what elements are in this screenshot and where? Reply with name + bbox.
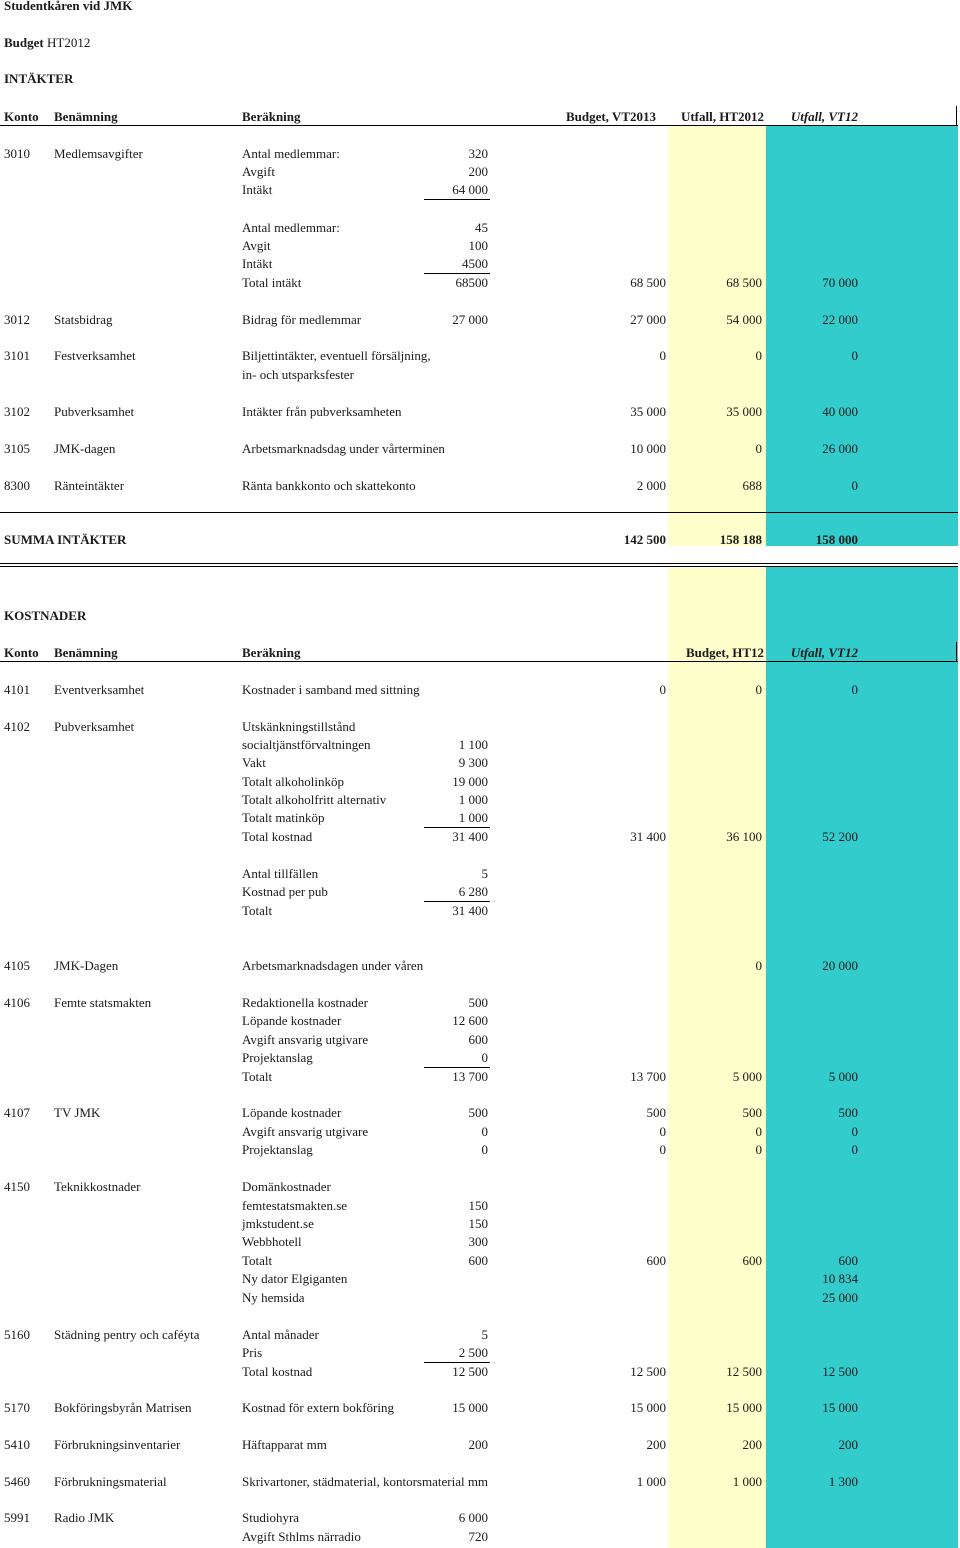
calculation-amount: 100: [468, 238, 488, 253]
calculation-label: Löpande kostnader: [242, 1105, 342, 1120]
budget-value: 1 000: [636, 1474, 666, 1489]
account-number: 5170: [4, 1400, 30, 1415]
total-income-utfall-ht: 158 188: [719, 532, 762, 547]
calculation-label: Totalt: [242, 1253, 273, 1268]
calculation-label: Totalt alkoholfritt alternativ: [242, 792, 387, 807]
account-number: 5991: [4, 1510, 30, 1525]
outcome-value: 68 500: [726, 275, 762, 290]
calculation-label: Arbetsmarknadsdagen under våren: [242, 958, 424, 973]
outcome-value-previous: 12 500: [822, 1364, 858, 1379]
outcome-value-previous: 5 000: [828, 1069, 858, 1084]
total-rule: [0, 512, 958, 513]
calculation-amount: 600: [468, 1032, 488, 1047]
account-number: 3012: [4, 312, 30, 327]
header-berakning: Beräkning: [242, 109, 301, 124]
account-number: 3105: [4, 441, 30, 456]
calculation-label: Avgit: [242, 238, 271, 253]
outcome-value-previous: 40 000: [822, 404, 858, 419]
calculation-label: Bidrag för medlemmar: [242, 312, 362, 327]
total-income-label: SUMMA INTÄKTER: [4, 532, 127, 547]
calculation-amount: 64 000: [452, 182, 488, 197]
outcome-value: 15 000: [726, 1400, 762, 1415]
account-number: 4105: [4, 958, 30, 973]
organization-title: Studentkåren vid JMK: [4, 0, 133, 13]
calculation-label: jmkstudent.se: [242, 1216, 314, 1231]
calculation-amount: 1 100: [458, 737, 488, 752]
budget-value: 600: [646, 1253, 666, 1268]
calculation-label: Biljettintäkter, eventuell försäljning,: [242, 348, 431, 363]
account-number: 4150: [4, 1179, 30, 1194]
account-name: Statsbidrag: [54, 312, 113, 327]
header-benamning: Benämning: [54, 645, 118, 660]
section-double-rule: [0, 563, 958, 564]
calculation-amount: 9 300: [458, 755, 488, 770]
outcome-value-previous: 1 300: [828, 1474, 858, 1489]
calculation-amount: 5: [481, 1327, 488, 1342]
calculation-label: Antal medlemmar:: [242, 220, 340, 235]
account-number: 8300: [4, 478, 30, 493]
outcome-value: 35 000: [726, 404, 762, 419]
outcome-value-previous: 600: [838, 1253, 858, 1268]
calculation-label: Totalt matinköp: [242, 810, 325, 825]
budget-value: 0: [659, 1142, 666, 1157]
section-title-income: INTÄKTER: [4, 71, 74, 86]
calculation-amount: 1 000: [458, 792, 488, 807]
calculation-label: Intäkter från pubverksamheten: [242, 404, 402, 419]
outcome-value-previous: 500: [838, 1105, 858, 1120]
calculation-label: Pris: [242, 1345, 263, 1360]
outcome-value-previous: 0: [851, 682, 858, 697]
header-utfall-ht: Utfall, HT2012: [680, 109, 764, 124]
calculation-label: Projektanslag: [242, 1050, 313, 1065]
budget-value: 0: [659, 348, 666, 363]
outcome-value-previous: 200: [838, 1437, 858, 1452]
header-benamning: Benämning: [54, 109, 118, 124]
account-name: Förbrukningsmaterial: [54, 1474, 167, 1489]
account-name: Ränteintäkter: [54, 478, 125, 493]
calculation-amount: 31 400: [452, 903, 488, 918]
calculation-amount: 6 280: [458, 884, 488, 899]
header-utfall-vt: Utfall, VT12: [790, 109, 858, 124]
calculation-label: Totalt alkoholinköp: [242, 774, 344, 789]
outcome-value: 1 000: [732, 1474, 762, 1489]
calculation-label: Webbhotell: [242, 1234, 302, 1249]
account-name: Eventverksamhet: [54, 682, 145, 697]
calculation-label: Vakt: [242, 755, 266, 770]
outcome-value: 0: [755, 441, 762, 456]
subtotal-underline: [424, 1067, 490, 1068]
budget-label: Budget: [4, 35, 44, 50]
calculation-label: Utskänkningstillstånd: [242, 719, 356, 734]
outcome-value: 54 000: [726, 312, 762, 327]
outcome-value: 0: [755, 1124, 762, 1139]
header-konto: Konto: [4, 645, 39, 660]
header-utfall: Utfall, VT12: [790, 645, 858, 660]
outcome-value: 12 500: [726, 1364, 762, 1379]
header-budget: Budget, VT2013: [565, 109, 656, 124]
account-name: Festverksamhet: [54, 348, 136, 363]
header-rule: [0, 125, 958, 126]
outcome-value-previous: 20 000: [822, 958, 858, 973]
section-title-costs: KOSTNADER: [4, 608, 87, 623]
outcome-value: 0: [755, 1142, 762, 1157]
budget-value: 15 000: [630, 1400, 666, 1415]
calculation-label: Avgift ansvarig utgivare: [242, 1124, 369, 1139]
account-name: Femte statsmakten: [54, 995, 152, 1010]
calculation-label: Totalt: [242, 903, 273, 918]
calculation-label: Antal månader: [242, 1327, 319, 1342]
outcome-value: 500: [742, 1105, 762, 1120]
subtotal-underline: [424, 273, 490, 274]
account-number: 4107: [4, 1105, 30, 1120]
budget-value: 27 000: [630, 312, 666, 327]
account-number: 3102: [4, 404, 30, 419]
budget-value: 12 500: [630, 1364, 666, 1379]
right-border: [956, 642, 957, 662]
header-rule: [0, 661, 958, 662]
calculation-amount: 300: [468, 1234, 488, 1249]
calculation-amount: 720: [468, 1529, 488, 1544]
calculation-amount: 150: [468, 1216, 488, 1231]
outcome-value: 688: [742, 478, 762, 493]
outcome-value-previous: 26 000: [822, 441, 858, 456]
account-number: 5410: [4, 1437, 30, 1452]
account-name: Bokföringsbyrån Matrisen: [54, 1400, 192, 1415]
calculation-amount: 68500: [455, 275, 488, 290]
calculation-label: Avgift: [242, 164, 275, 179]
budget-period: HT2012: [46, 35, 91, 50]
calculation-label: Total intäkt: [242, 275, 302, 290]
calculation-label: Total kostnad: [242, 829, 313, 844]
outcome-value: 5 000: [732, 1069, 762, 1084]
outcome-value: 36 100: [726, 829, 762, 844]
outcome-value-previous: 70 000: [822, 275, 858, 290]
outcome-value-previous: 22 000: [822, 312, 858, 327]
calculation-label: Häftapparat mm: [242, 1437, 327, 1452]
calculation-amount: 150: [468, 1198, 488, 1213]
account-name: Teknikkostnader: [54, 1179, 141, 1194]
calculation-amount: 0: [481, 1142, 488, 1157]
account-name: Pubverksamhet: [54, 719, 135, 734]
calculation-label: Löpande kostnader: [242, 1013, 342, 1028]
budget-value: 0: [659, 682, 666, 697]
calculation-label: Arbetsmarknadsdag under vårterminen: [242, 441, 445, 456]
calculation-label: Domänkostnader: [242, 1179, 331, 1194]
calculation-label: Ränta bankkonto och skattekonto: [242, 478, 416, 493]
account-name: Medlemsavgifter: [54, 146, 143, 161]
calculation-amount: 13 700: [452, 1069, 488, 1084]
calculation-amount: 12 500: [452, 1364, 488, 1379]
calculation-label: in- och utsparksfester: [242, 367, 354, 382]
calculation-label: Studiohyra: [242, 1510, 300, 1525]
outcome-value-previous: 0: [851, 1142, 858, 1157]
calculation-amount: 19 000: [452, 774, 488, 789]
total-income-utfall-vt: 158 000: [815, 532, 858, 547]
calculation-amount: 600: [468, 1253, 488, 1268]
calculation-amount: 0: [481, 1124, 488, 1139]
budget-value: 68 500: [630, 275, 666, 290]
subtotal-underline: [424, 1362, 490, 1363]
account-name: Förbrukningsinventarier: [54, 1437, 181, 1452]
calculation-amount: 27 000: [452, 312, 488, 327]
header-budget: Budget, HT12: [685, 645, 764, 660]
budget-value: 35 000: [630, 404, 666, 419]
budget-value: 500: [646, 1105, 666, 1120]
header-konto: Konto: [4, 109, 39, 124]
calculation-label: Antal medlemmar:: [242, 146, 340, 161]
outcome-value: 0: [755, 682, 762, 697]
calculation-label: Intäkt: [242, 182, 273, 197]
calculation-amount: 200: [468, 1437, 488, 1452]
budget-value: 13 700: [630, 1069, 666, 1084]
calculation-amount: 0: [481, 1050, 488, 1065]
budget-value: 31 400: [630, 829, 666, 844]
calculation-label: Kostnad per pub: [242, 884, 328, 899]
calculation-label: Kostnad för extern bokföring: [242, 1400, 394, 1415]
calculation-amount: 5: [481, 866, 488, 881]
calculation-label: Antal tillfällen: [242, 866, 319, 881]
outcome-value-previous: 15 000: [822, 1400, 858, 1415]
outcome-value-previous: 10 834: [822, 1271, 858, 1286]
calculation-label: Totalt: [242, 1069, 273, 1084]
outcome-value-previous: 0: [851, 348, 858, 363]
calculation-amount: 4500: [462, 256, 488, 271]
calculation-label: Avgift ansvarig utgivare: [242, 1032, 369, 1047]
calculation-amount: 1 000: [458, 810, 488, 825]
account-number: 5460: [4, 1474, 30, 1489]
calculation-label: Ny dator Elgiganten: [242, 1271, 348, 1286]
budget-value: 0: [659, 1124, 666, 1139]
calculation-amount: 500: [468, 1105, 488, 1120]
account-name: JMK-Dagen: [54, 958, 119, 973]
calculation-label: Kostnader i samband med sittning: [242, 682, 420, 697]
calculation-label: Ny hemsida: [242, 1290, 305, 1305]
header-berakning: Beräkning: [242, 645, 301, 660]
outcome-value: 600: [742, 1253, 762, 1268]
outcome-value-previous: 25 000: [822, 1290, 858, 1305]
calculation-amount: 45: [475, 220, 488, 235]
budget-title: [4, 35, 90, 51]
calculation-label: Avgift Sthlms närradio: [242, 1529, 361, 1544]
right-border: [956, 106, 957, 126]
calculation-amount: 6 000: [458, 1510, 488, 1525]
account-number: 3101: [4, 348, 30, 363]
account-number: 5160: [4, 1327, 30, 1342]
account-number: 4102: [4, 719, 30, 734]
calculation-amount: 31 400: [452, 829, 488, 844]
calculation-label: Total kostnad: [242, 1364, 313, 1379]
subtotal-underline: [424, 901, 490, 902]
account-number: 4101: [4, 682, 30, 697]
section-double-rule: [0, 566, 958, 567]
calculation-amount: 500: [468, 995, 488, 1010]
budget-value: 200: [646, 1437, 666, 1452]
account-name: Radio JMK: [54, 1510, 115, 1525]
calculation-label: socialtjänstförvaltningen: [242, 737, 371, 752]
outcome-value-previous: 0: [851, 478, 858, 493]
budget-value: 2 000: [636, 478, 666, 493]
total-income-budget: 142 500: [623, 532, 666, 547]
calculation-amount: 200: [468, 164, 488, 179]
calculation-label: Projektanslag: [242, 1142, 313, 1157]
account-name: JMK-dagen: [54, 441, 116, 456]
account-name: Städning pentry och caféyta: [54, 1327, 200, 1342]
calculation-label: femtestatsmakten.se: [242, 1198, 348, 1213]
calculation-label: Intäkt: [242, 256, 273, 271]
account-name: TV JMK: [54, 1105, 101, 1120]
subtotal-underline: [424, 199, 490, 200]
outcome-value: 200: [742, 1437, 762, 1452]
account-number: 4106: [4, 995, 30, 1010]
calculation-amount: 12 600: [452, 1013, 488, 1028]
calculation-amount: 15 000: [452, 1400, 488, 1415]
outcome-value: 0: [755, 958, 762, 973]
account-name: Pubverksamhet: [54, 404, 135, 419]
calculation-amount: 320: [468, 146, 488, 161]
calculation-label: Redaktionella kostnader: [242, 995, 368, 1010]
subtotal-underline: [424, 827, 490, 828]
outcome-value-previous: 52 200: [822, 829, 858, 844]
calculation-amount: 2 500: [458, 1345, 488, 1360]
outcome-value: 0: [755, 348, 762, 363]
budget-value: 10 000: [630, 441, 666, 456]
outcome-value-previous: 0: [851, 1124, 858, 1139]
calculation-label: Skrivartoner, städmaterial, kontorsmaterial mm: [242, 1474, 489, 1489]
account-number: 3010: [4, 146, 30, 161]
